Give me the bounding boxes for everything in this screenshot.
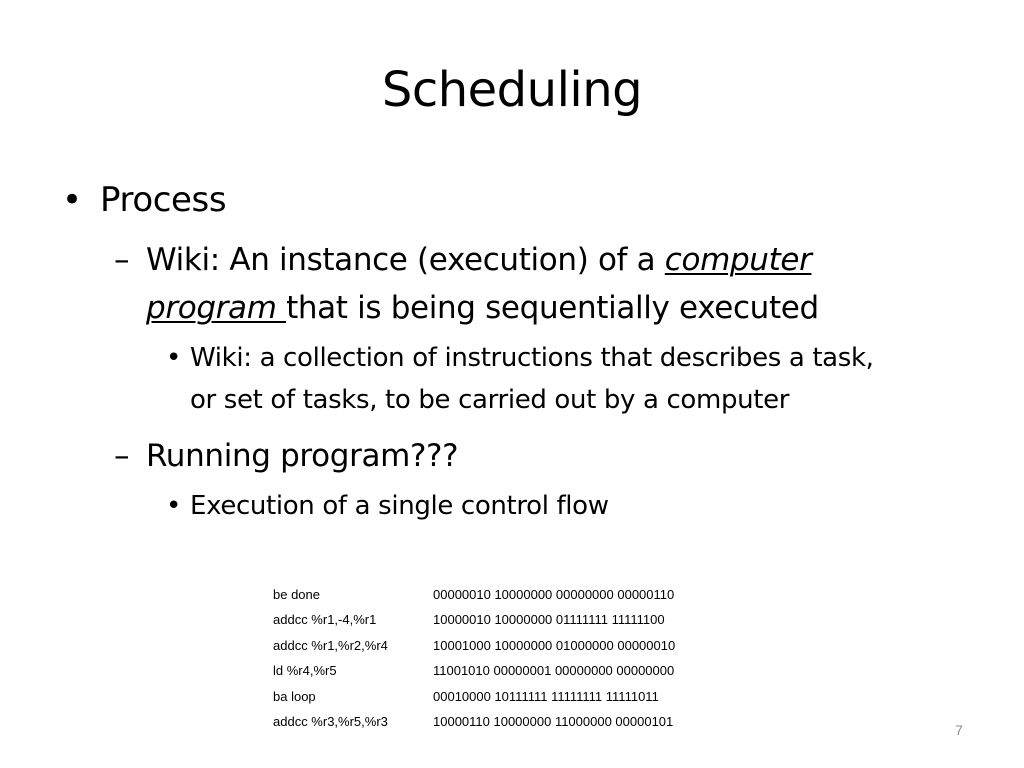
wiki-definition-line-1: [146, 242, 812, 279]
control-flow-item: Execution of a single control flow: [190, 491, 609, 521]
code-instruction: addcc %r3,%r5,%r3: [273, 713, 388, 729]
program-definition-line-2: or set of tasks, to be carried out by a computer: [190, 385, 790, 415]
wiki-definition-line-2: [146, 290, 819, 327]
code-binary: 11001010 00000001 00000000 00000000: [433, 663, 675, 679]
sub-bullet-marker: •: [166, 343, 181, 373]
wiki-definition-suffix: that is being sequentially executed: [286, 290, 819, 326]
slide-title: Scheduling: [381, 62, 643, 118]
bullet-marker: •: [62, 180, 82, 220]
page-number: 7: [955, 722, 963, 738]
code-instruction: addcc %r1,%r2,%r4: [273, 637, 388, 653]
code-instruction: addcc %r1,-4,%r1: [273, 612, 377, 628]
code-instruction: be done: [273, 587, 320, 602]
code-binary: 00000010 10000000 00000000 00000110: [433, 587, 675, 602]
code-binary: 00010000 10111111 11111111 11111011: [433, 688, 659, 704]
code-binary: 10000110 10000000 11000000 00000101: [433, 713, 674, 729]
code-instruction: ld %r4,%r5: [273, 663, 337, 679]
code-binary: 10001000 10000000 01000000 00000010: [433, 637, 676, 653]
sub-bullet-marker: •: [166, 491, 181, 521]
running-program-item: Running program???: [146, 438, 459, 474]
bullet-process: Process: [100, 180, 227, 220]
code-instruction: ba loop: [273, 688, 316, 704]
code-binary: 10000010 10000000 01111111 11111100: [433, 612, 665, 628]
dash-marker: –: [114, 438, 130, 474]
wiki-definition-prefix: Wiki: An instance (execution) of a: [146, 242, 665, 278]
computer-program-link[interactable]: computer: [664, 242, 812, 278]
program-definition-line-1: Wiki: a collection of instructions that describes a task,: [190, 343, 874, 373]
dash-marker: –: [114, 242, 130, 278]
computer-program-link-continued[interactable]: program: [146, 290, 287, 326]
